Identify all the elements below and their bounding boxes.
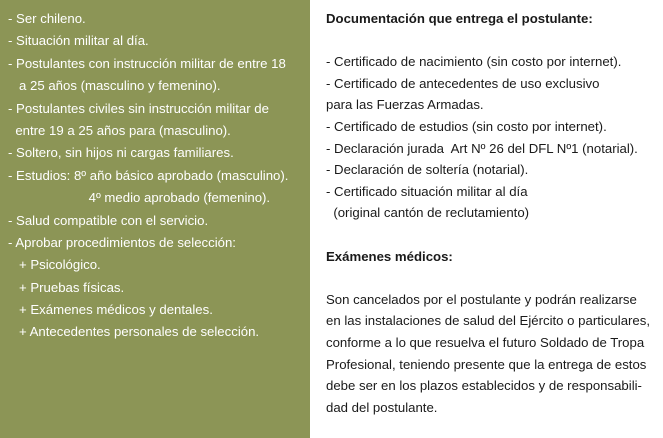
requirement-line: - Aprobar procedimientos de selección: (8, 234, 236, 250)
document-line: para las Fuerzas Armadas. (326, 97, 484, 113)
documents-panel (310, 0, 663, 438)
medical-line: dad del postulante. (326, 399, 438, 415)
requirement-line: - Salud compatible con el servicio. (8, 212, 209, 228)
spacer (326, 224, 663, 246)
selection-item: + Psicológico. (8, 257, 101, 273)
document-line: - Certificado situación militar al día (326, 183, 528, 199)
requirement-line: - Situación militar al día. (8, 33, 149, 49)
requirement-line: a 25 años (masculino y femenino). (8, 78, 221, 94)
document-line: - Certificado de nacimiento (sin costo por internet). (326, 54, 622, 70)
requirements-panel (0, 0, 310, 438)
medical-line: conforme a lo que resuelva el futuro Soldado de Tropa (326, 334, 645, 350)
medical-heading: Exámenes médicos: (326, 248, 453, 264)
selection-item: + Pruebas físicas. (8, 279, 125, 295)
document-line: - Certificado de antecedentes de uso exclusivo (326, 75, 600, 91)
requirement-line: entre 19 a 25 años para (masculino). (8, 122, 231, 138)
document-line: (original cantón de reclutamiento) (326, 205, 530, 221)
medical-line: Son cancelados por el postulante y podrán realizarse (326, 291, 637, 307)
document-line: - Declaración de soltería (notarial). (326, 162, 529, 178)
selection-item: + Exámenes médicos y dentales. (8, 302, 213, 318)
spacer (326, 30, 663, 52)
medical-line: Profesional, teniendo presente que la entrega de estos (326, 356, 647, 372)
documents-heading: Documentación que entrega el postulante: (326, 11, 593, 26)
selection-item: + Antecedentes personales de selección. (8, 324, 260, 340)
requirement-line: 4º medio aprobado (femenino). (8, 190, 271, 206)
medical-line: en las instalaciones de salud del Ejército o particulares, (326, 313, 651, 329)
requirement-line: - Postulantes civiles sin instrucción militar de (8, 100, 269, 116)
document-line: - Certificado de estudios (sin costo por internet). (326, 118, 607, 134)
requirement-line: - Postulantes con instrucción militar de entre 18 (8, 55, 286, 71)
medical-line: debe ser en los plazos establecidos y de responsabili- (326, 378, 642, 394)
document-line: - Declaración jurada Art Nº 26 del DFL Nº1 (notarial). (326, 140, 638, 156)
spacer (326, 267, 663, 289)
requirement-line: - Soltero, sin hijos ni cargas familiares. (8, 145, 234, 161)
requirement-line: - Estudios: 8º año básico aprobado (masculino). (8, 167, 289, 183)
requirement-line: - Ser chileno. (8, 11, 86, 26)
